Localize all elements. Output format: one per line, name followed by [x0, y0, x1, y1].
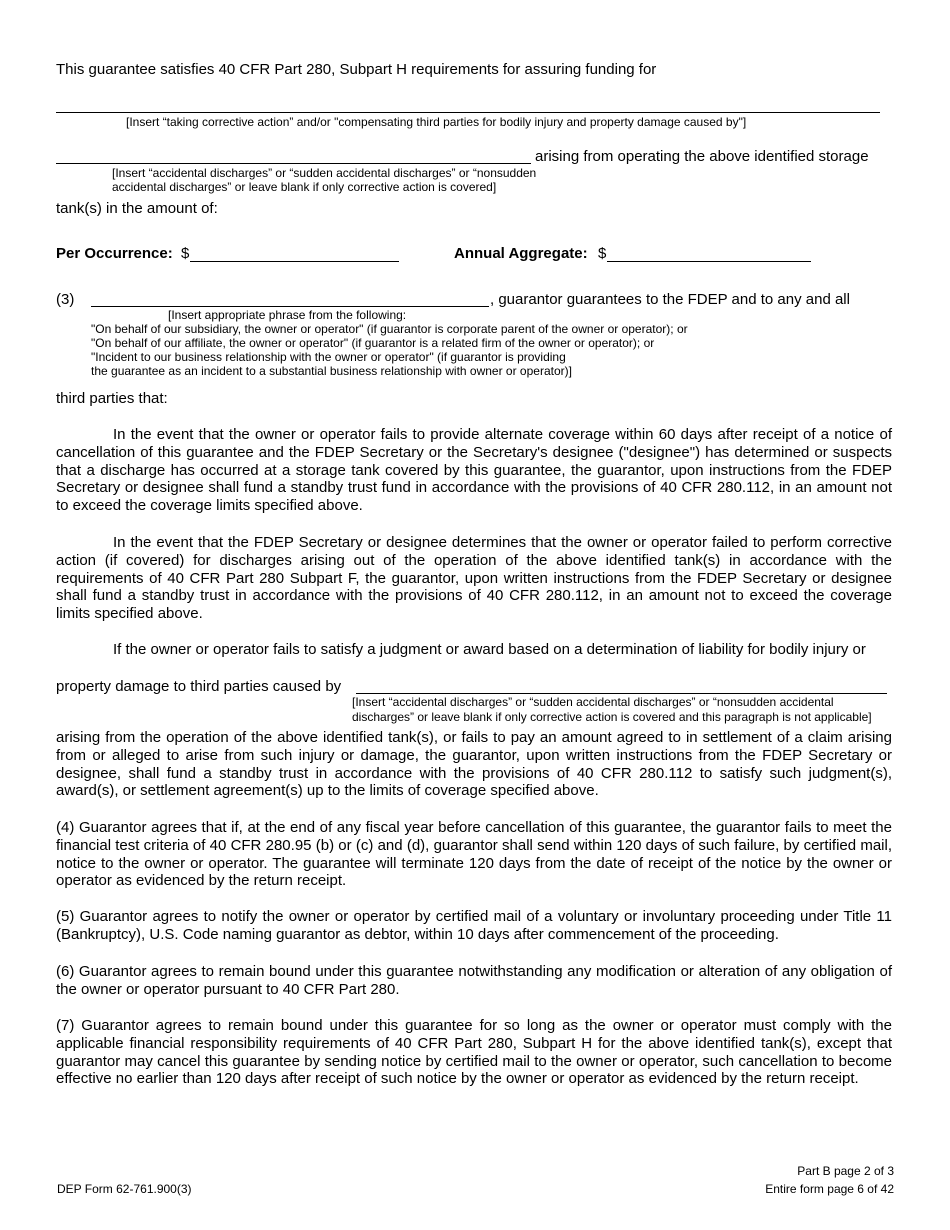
discharge-type-instruction-line1: [Insert “accidental discharges” or “sudden accidental discharges” or “nonsudden [112, 166, 537, 180]
third-party-discharge-type-field[interactable] [356, 693, 887, 694]
paragraph-judgment-rest: arising from the operation of the above identified tank(s), or fails to pay an amount agreed to in settlement of a claim arising from or alleged to arise from such injury or damage, the guarantor, upon written instructions from the FDEP Secretary or designee, shall fund a standby trust in accordance with the provisions of 40 CFR 280.112 to satisfy such judgment(s), award(s), or settlement agreement(s) up to the limits of coverage specified above. [56, 729, 892, 800]
annual-aggregate-label: Annual Aggregate: [454, 245, 588, 262]
discharge-type-instruction-line2: accidental discharges” or leave blank if only corrective action is covered] [112, 180, 497, 194]
per-occurrence-label: Per Occurrence: [56, 245, 173, 262]
arising-text: arising from operating the above identified storage [535, 148, 869, 165]
discharge-type-field[interactable] [56, 163, 531, 164]
relationship-option-business-cont: the guarantee as an incident to a substantial business relationship with owner or operator)] [91, 364, 572, 378]
paragraph-corrective-action: In the event that the FDEP Secretary or designee determines that the owner or operator failed to perform corrective action (if covered) for discharges arising out of the operation of the above identified tank(s) in accordance with the requirements of 40 CFR Part 280 Subpart F, the guarantor, upon written instructions from the FDEP Secretary or designee shall fund a standby trust in accordance with the provisions of 40 CFR 280.112, in an amount not to exceed the coverage limits specified above. [56, 534, 892, 623]
paragraph-judgment-line1: If the owner or operator fails to satisfy a judgment or award based on a determination of liability for bodily injury or [113, 641, 866, 658]
paragraph-judgment-line2: property damage to third parties caused by [56, 678, 342, 695]
relationship-option-subsidiary: "On behalf of our subsidiary, the owner or operator" (if guarantor is corporate parent of the owner or operator); or [91, 322, 688, 336]
entire-form-page-number: Entire form page 6 of 42 [765, 1182, 894, 1196]
section-4-paragraph: (4) Guarantor agrees that if, at the end of any fiscal year before cancellation of this guarantee, the guarantor fails to meet the financial test criteria of 40 CFR 280.95 (b) or (c) and (d), guarantor shall send within 120 days of such failure, by certified mail, notice to the owner or operator. The guarantee will terminate 120 days from the date of receipt of the notice by the owner or operator as evidenced by the return receipt. [56, 819, 892, 890]
section-3-number: (3) [56, 291, 75, 308]
relationship-instruction-header: [Insert appropriate phrase from the following: [168, 308, 407, 322]
annual-aggregate-amount-field[interactable] [607, 243, 811, 262]
coverage-type-field[interactable] [56, 112, 880, 113]
section-7-paragraph: (7) Guarantor agrees to remain bound under this guarantee for so long as the owner or operator must comply with the applicable financial responsibility requirements of 40 CFR Part 280, Subpart H for the above identified tank(s), except that guarantor may cancel this guarantee by sending notice by certified mail to the owner or operator, such cancellation to become effective no earlier than 120 days after receipt of such notice by the owner or operator as evidenced by the return receipt. [56, 1017, 892, 1088]
form-id: DEP Form 62-761.900(3) [57, 1182, 192, 1196]
per-occurrence-amount-field[interactable] [190, 243, 399, 262]
section-5-paragraph: (5) Guarantor agrees to notify the owner or operator by certified mail of a voluntary or involuntary proceeding under Title 11 (Bankruptcy), U.S. Code naming guarantor as debtor, within 10 days after commencement of the proceeding. [56, 908, 892, 943]
tanks-amount-text: tank(s) in the amount of: [56, 200, 218, 217]
section-6-paragraph: (6) Guarantor agrees to remain bound under this guarantee notwithstanding any modification or alteration of any obligation of the owner or operator pursuant to 40 CFR Part 280. [56, 963, 892, 998]
relationship-option-business: "Incident to our business relationship with the owner or operator" (if guarantor is providing [91, 350, 566, 364]
intro-text: This guarantee satisfies 40 CFR Part 280, Subpart H requirements for assuring funding for [56, 61, 657, 78]
section-3-trailing-text: , guarantor guarantees to the FDEP and to any and all [490, 291, 850, 308]
third-party-discharge-instruction-line1: [Insert “accidental discharges” or “sudden accidental discharges” or “nonsudden accidental [352, 695, 834, 709]
third-party-discharge-instruction-line2: discharges” or leave blank if only corrective action is covered and this paragraph is not applicable] [352, 710, 872, 724]
guarantor-relationship-field[interactable] [91, 306, 489, 307]
per-occurrence-dollar-sign: $ [181, 245, 190, 262]
annual-aggregate-dollar-sign: $ [598, 245, 607, 262]
third-parties-text: third parties that: [56, 390, 168, 407]
paragraph-alternate-coverage: In the event that the owner or operator fails to provide alternate coverage within 60 days after receipt of a notice of cancellation of this guarantee and the FDEP Secretary or the Secretary's designee ("designee") has determined or suspects that a discharge has occurred at a storage tank covered by this guarantee, the guarantor, upon instructions from the FDEP Secretary or designee shall fund a standby trust fund in accordance with the provisions of 40 CFR 280.112, in an amount not to exceed the coverage limits specified above. [56, 426, 892, 515]
part-page-number: Part B page 2 of 3 [797, 1164, 894, 1178]
relationship-option-affiliate: "On behalf of our affiliate, the owner or operator" (if guarantor is a related firm of the owner or operator); or [91, 336, 655, 350]
coverage-type-instruction: [Insert “taking corrective action” and/or "compensating third parties for bodily injury and property damage caused by"] [126, 115, 747, 129]
